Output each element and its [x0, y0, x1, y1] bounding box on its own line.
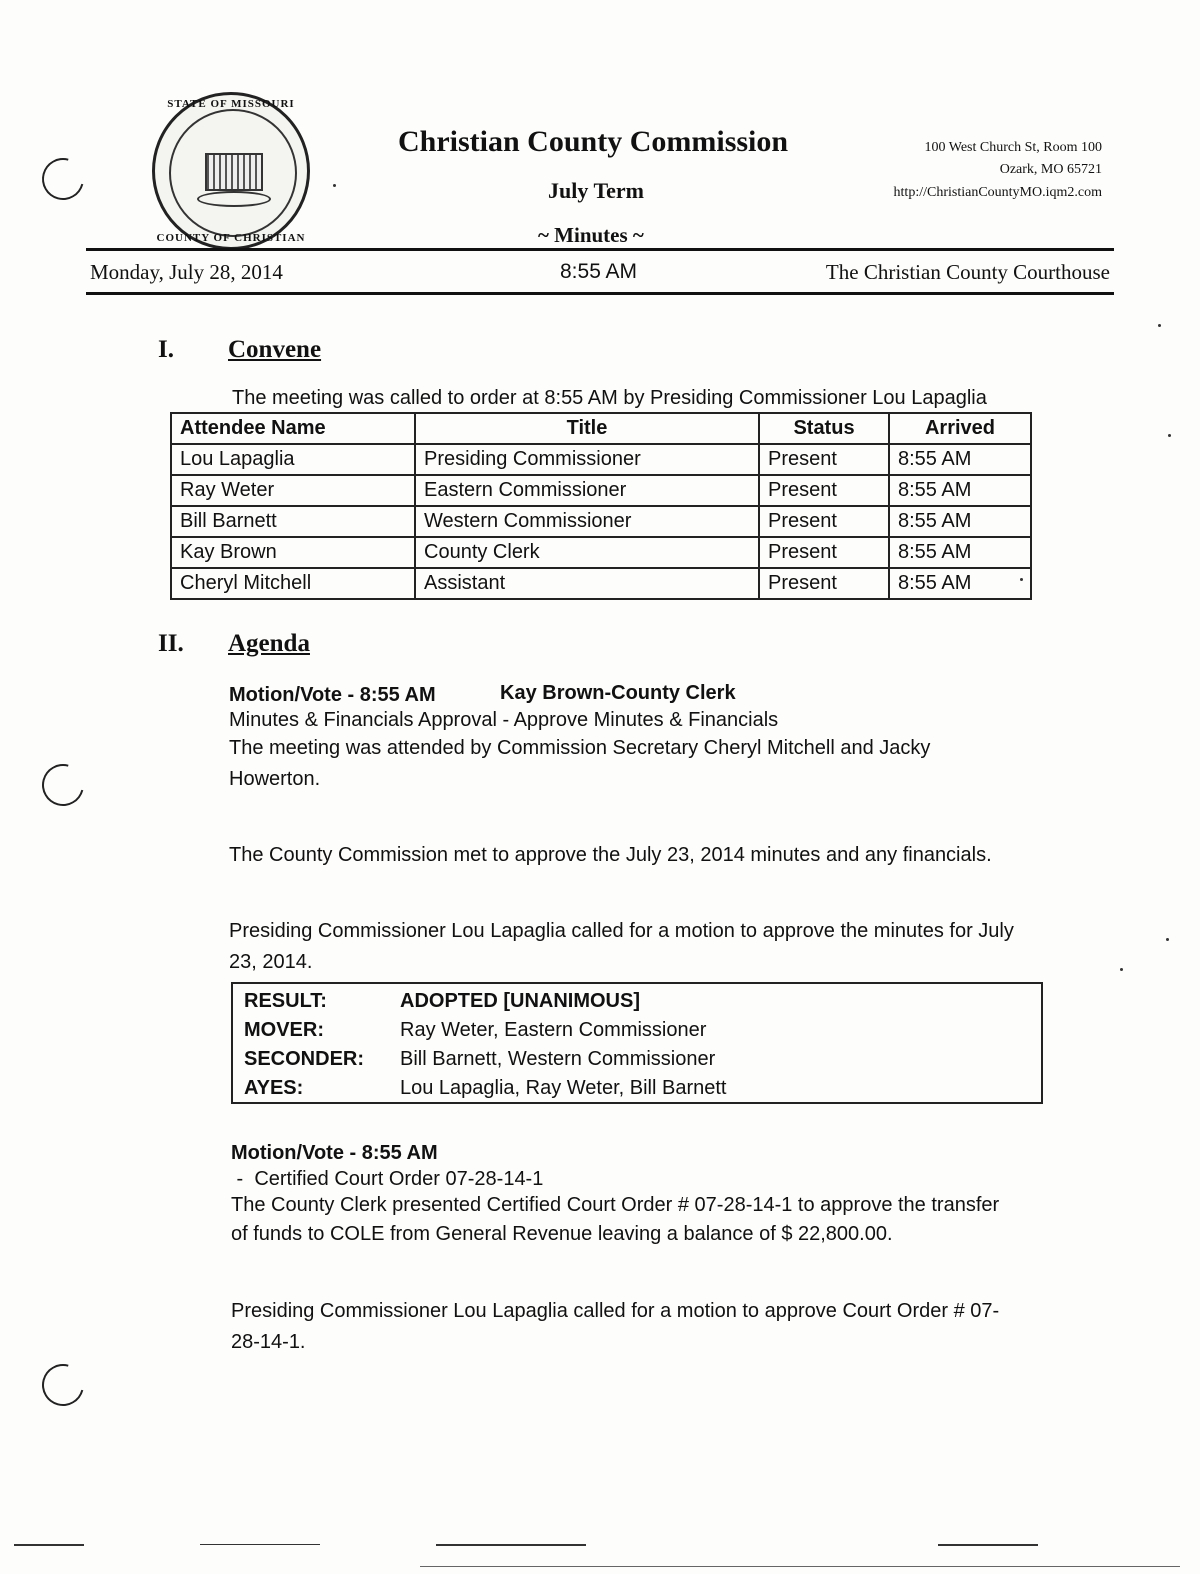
attendee-name: Lou Lapaglia: [171, 444, 415, 475]
seal-text-bottom: COUNTY OF CHRISTIAN: [156, 232, 306, 244]
column-header-arrived: Arrived: [889, 413, 1031, 444]
scan-speck: [1166, 938, 1169, 941]
attendee-status: Present: [759, 475, 889, 506]
meeting-date: Monday, July 28, 2014: [90, 260, 283, 284]
scan-speck: [1168, 434, 1171, 437]
convene-intro: The meeting was called to order at 8:55 AM by Presiding Commissioner Lou Lapaglia: [232, 387, 987, 409]
vote-result-box: [231, 982, 1043, 1104]
attendee-table: [170, 412, 1032, 600]
table-row: [171, 506, 1031, 537]
binder-hole-bottom: [34, 1356, 91, 1413]
attendee-name: Cheryl Mitchell: [171, 568, 415, 599]
attendee-title: Presiding Commissioner: [415, 444, 759, 475]
section-title-convene: Convene: [228, 336, 322, 363]
item2-desc-line2: of funds to COLE from General Revenue leaving a balance of $ 22,800.00.: [231, 1223, 893, 1245]
org-title: Christian County Commission: [398, 125, 789, 158]
column-header-title: Title: [415, 413, 759, 444]
vote-seconder-row: [244, 1048, 715, 1071]
attendee-title: Western Commissioner: [415, 506, 759, 537]
section-number-agenda: II.: [158, 630, 184, 657]
item2-subject: - Certified Court Order 07-28-14-1: [231, 1168, 544, 1190]
binder-hole-middle: [34, 756, 91, 813]
attendee-arrived: 8:55 AM: [889, 475, 1031, 506]
seal-text-top: STATE OF MISSOURI: [167, 98, 295, 110]
item1-paragraph: The County Commission met to approve the July 23, 2014 minutes and any financials.: [229, 844, 992, 866]
attendee-arrived: 8:55 AM: [889, 568, 1031, 599]
mover-value: Ray Weter, Eastern Commissioner: [400, 1019, 707, 1041]
binder-hole-top: [34, 150, 91, 207]
attendee-arrived: 8:55 AM: [889, 444, 1031, 475]
document-type: ~ Minutes ~: [538, 223, 644, 247]
scan-artifact-line: [14, 1544, 84, 1546]
scan-speck: [1158, 324, 1161, 327]
scan-artifact-line: [420, 1566, 1180, 1567]
attendee-title: Eastern Commissioner: [415, 475, 759, 506]
item1-subject: Minutes & Financials Approval - Approve Minutes & Financials: [229, 709, 779, 731]
meeting-location: The Christian County Courthouse: [825, 260, 1110, 284]
attendee-arrived: 8:55 AM: [889, 506, 1031, 537]
table-row: [171, 444, 1031, 475]
table-row: [171, 537, 1031, 568]
scan-speck: [333, 184, 336, 187]
meeting-time: 8:55 AM: [560, 260, 638, 283]
seconder-label: SECONDER:: [244, 1048, 365, 1070]
header-rule-bottom: [86, 292, 1114, 295]
item2-motion-line1: Presiding Commissioner Lou Lapaglia called for a motion to approve Court Order # 07-: [231, 1300, 1000, 1322]
attendee-arrived: 8:55 AM: [889, 537, 1031, 568]
attendee-status: Present: [759, 506, 889, 537]
scan-speck: [1120, 968, 1123, 971]
item1-motion-line2: 23, 2014.: [229, 951, 313, 973]
seconder-value: Bill Barnett, Western Commissioner: [400, 1048, 716, 1070]
county-seal-logo: [152, 92, 310, 250]
attendee-name: Kay Brown: [171, 537, 415, 568]
vote-result-row: [244, 990, 640, 1013]
courthouse-icon: [205, 153, 263, 191]
attendee-status: Present: [759, 444, 889, 475]
attendee-status: Present: [759, 568, 889, 599]
scan-speck: [1020, 578, 1023, 581]
vote-mover-row: [244, 1019, 706, 1042]
seal-inner-ring: [169, 109, 297, 237]
result-value: ADOPTED [UNANIMOUS]: [400, 990, 640, 1012]
attendee-title: Assistant: [415, 568, 759, 599]
attendee-table-header: [171, 413, 1031, 444]
result-label: RESULT:: [244, 990, 327, 1012]
website-link[interactable]: http://ChristianCountyMO.iqm2.com: [893, 185, 1102, 200]
column-header-status: Status: [759, 413, 889, 444]
item2-motion-line2: 28-14-1.: [231, 1331, 306, 1353]
scan-artifact-line: [938, 1544, 1038, 1546]
item1-presenter: Kay Brown-County Clerk: [500, 682, 736, 704]
item2-heading: Motion/Vote - 8:55 AM: [231, 1142, 438, 1164]
column-header-name: Attendee Name: [171, 413, 415, 444]
address-line-1: 100 West Church St, Room 100: [924, 140, 1102, 155]
mover-label: MOVER:: [244, 1019, 324, 1041]
scan-artifact-line: [200, 1544, 320, 1545]
seal-base-icon: [197, 191, 271, 207]
scan-artifact-line: [436, 1544, 586, 1546]
ayes-value: Lou Lapaglia, Ray Weter, Bill Barnett: [400, 1077, 727, 1099]
term-label: July Term: [548, 178, 644, 203]
item1-heading: Motion/Vote - 8:55 AM: [229, 684, 436, 706]
table-row: [171, 475, 1031, 506]
ayes-label: AYES:: [244, 1077, 304, 1099]
attendee-name: Ray Weter: [171, 475, 415, 506]
item1-attended-line1: The meeting was attended by Commission Secretary Cheryl Mitchell and Jacky: [229, 737, 931, 759]
section-number-convene: I.: [158, 336, 174, 363]
item2-desc-line1: The County Clerk presented Certified Court Order # 07-28-14-1 to approve the transfer: [231, 1194, 1000, 1216]
item1-motion-line1: Presiding Commissioner Lou Lapaglia called for a motion to approve the minutes for July: [229, 920, 1014, 942]
section-title-agenda: Agenda: [228, 630, 310, 657]
attendee-title: County Clerk: [415, 537, 759, 568]
item1-attended-line2: Howerton.: [229, 768, 321, 790]
header-rule-top: [86, 248, 1114, 251]
attendee-name: Bill Barnett: [171, 506, 415, 537]
table-row: [171, 568, 1031, 599]
address-line-2: Ozark, MO 65721: [999, 162, 1102, 177]
attendee-status: Present: [759, 537, 889, 568]
vote-ayes-row: [244, 1077, 726, 1100]
